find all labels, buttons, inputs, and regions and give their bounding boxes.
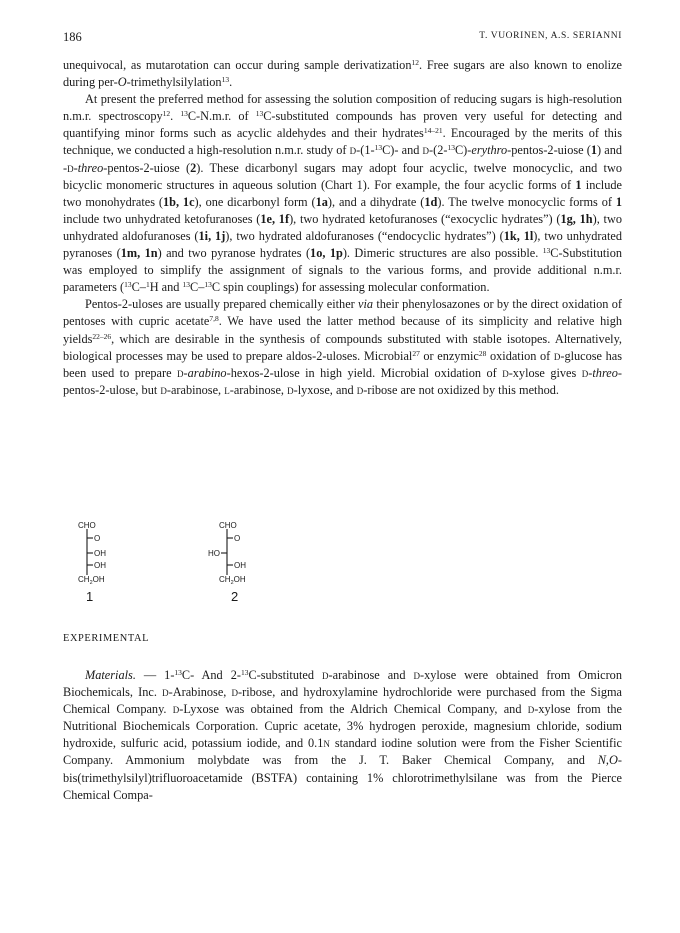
text-run: - [73,160,78,175]
structure-2-c3-ho: HO [208,549,220,558]
text-run: C)- and [382,143,423,158]
text-run: 14–21 [423,126,443,136]
text-run: erythro [471,143,508,158]
text-run: 1b, 1c [162,194,195,209]
structure-2-label: 2 [231,589,239,604]
text-run: 1 [615,194,622,209]
text-run: . [170,109,181,124]
text-run: 1a [315,194,328,209]
text-run: -hexos-2-ulose in high yield. Microbial oxidation of [226,365,503,380]
text-run: , which are desirable in the synthesis of compounds substituted with stable isotopes. Alternatively, biological processes may be used to prepare aldos-2-uloses. Microbial [63,331,622,363]
text-run: include two monohydrates ( [63,177,622,209]
text-run: 27 [412,348,420,358]
text-run: arabino [187,365,227,380]
text-run: -Arabinose, [168,685,232,700]
text-run: 13 [221,75,230,85]
text-run: their phenylosazones or by the direct oxidation of pentoses with cupric acetate [63,297,622,329]
text-run: C-Substitution was employed to simplify the assignment of signals to the various forms, and provide additional n.m.r. parameters ( [63,246,622,295]
text-run: d [177,365,184,380]
text-run: 1d [424,194,438,209]
text-run: . We have used the latter method because of its simplicity and relative high yields [63,314,622,346]
text-run: standard iodine solution were from the Fisher Scientific Company. Ammonium molybdate was from the J. T. Baker Chemical Company, and [63,736,622,768]
text-run: C- And 2- [181,668,241,682]
text-run: ), two hydrated ketofuranoses (“exocyclic hydrates”) ( [289,211,561,226]
text-run: d [527,702,535,717]
text-run: -glucose has been used to prepare [63,348,622,380]
running-head: T. VUORINEN, A.S. SERIANNI [479,31,622,41]
text-run: ). These dicarbonyl sugars may adopt four acyclic, twelve monocyclic, and two bicyclic monomeric structures in aqueous solution (Chart 1). For example, the four acyclic forms of [63,160,622,192]
text-run: 1m, 1n [120,246,158,261]
text-run: ), two unhydrated pyranoses ( [63,228,622,261]
text-run: 13 [204,280,212,290]
structure-1-label: 1 [86,589,94,604]
text-run: -Lyxose was obtained from the Aldrich Chemical Company, and [179,702,528,717]
text-run: 7,8 [209,314,219,324]
text-run: . Encouraged by the merits of this technique, we conducted a high-resolution n.m.r. study of [63,126,623,158]
text-run: d [162,685,169,700]
text-run: ) and two pyranose hydrates ( [157,246,311,261]
text-run: -xylose from the Nutritional Biochemicals Corporation. Cupric acetate, 3% hydrogen peroxide, magnesium chloride, sodium hydroxide, sulfuric acid, potassium iodide, and 0.1 [63,702,622,751]
text-run: -(2- [429,143,448,158]
text-run: -bis(trimethylsilyl)trifluoroacetamide (BSTFA) containing 1% chlorotrimethylsilane was from the Pierce Chemical Compa- [63,753,622,802]
text-run: d [413,668,420,682]
text-run: -trimethylsilylation [126,75,222,90]
text-run: 13 [174,668,182,677]
paragraph-2 [63,91,622,296]
text-run: d [502,365,509,380]
text-run: O [117,75,127,90]
structure-2-ch2oh: $CH_2OH$ [219,575,246,586]
text-run: -lyxose, and [293,382,357,397]
text-run: 1 [575,177,582,192]
text-run: include two unhydrated ketofuranoses ( [63,211,261,226]
text-run: d [349,143,357,158]
text-run: d [231,685,239,700]
structure-2-c2-oxo: O [234,534,241,543]
text-run: 12 [411,58,419,67]
structure-1-ch2oh: $CH_2OH$ [78,575,105,586]
text-run: oxidation of [486,348,554,363]
text-run: -(1- [356,143,375,158]
structure-1-c3-oh: OH [94,549,106,558]
structure-figure [78,519,318,609]
text-run: -xylose gives [508,365,582,380]
materials-paragraph [63,667,622,804]
text-run: ), two unhydrated aldofuranoses ( [63,211,622,243]
text-run: -ribose, and hydroxylamine hydrochloride were purchased from the Sigma Chemical Company. [63,685,622,717]
structure-1-c4-oh: OH [94,561,106,570]
text-run: C– [131,280,146,295]
text-run: 1g, 1h [560,211,593,226]
text-run: 1 [590,143,598,158]
text-run: 13 [374,143,383,153]
text-run: 2 [190,160,197,175]
text-run: ), two hydrated aldofuranoses (“endocyclic hydrates”) ( [225,228,504,243]
text-run: -pentos-2-ulose, but [63,365,623,397]
text-run: N,O [597,753,618,768]
text-run: - [588,365,593,380]
experimental-text [63,667,622,804]
structure-1-c2-oxo: O [94,534,101,543]
paragraph-3 [63,296,622,399]
structure-1 [78,521,106,604]
text-run: 22–26 [92,331,112,341]
text-run: 1e, 1f [260,211,290,226]
text-run: 1 [145,280,150,290]
text-run: via [358,297,374,312]
text-run: d [422,143,430,158]
text-run: d [553,348,561,363]
text-run: 1i, 1j [198,228,226,243]
text-run: n [323,736,330,751]
text-run: threo [77,160,104,175]
text-run: 13 [180,109,188,119]
text-run: l [224,382,230,397]
text-run: Pentos-2-uloses are usually prepared chemically either [85,297,359,312]
text-run: C spin couplings) for assessing molecular conformation. [211,280,490,295]
text-run: C-substituted compounds has proven very useful for detecting and quantifying minor forms such as acyclic aldehydes and their hydrates [63,109,623,141]
text-run: -arabinose, [229,382,288,397]
structure-2-c4-oh: OH [234,561,246,570]
text-run: 13 [542,246,551,256]
page-header [63,30,622,46]
text-run: d [581,365,589,380]
structure-2-cho: CHO [219,521,237,530]
text-run: threo [592,365,618,380]
text-run: d [322,668,329,682]
text-run: d [356,382,364,397]
text-run: 13 [240,668,249,677]
text-run: C-N.m.r. of [187,109,256,124]
text-run: 28 [478,348,487,358]
paragraph-1 [63,57,622,91]
text-run: 13 [447,143,455,153]
section-heading-experimental: EXPERIMENTAL [63,633,150,644]
text-run: . Free sugars are also known to enolize during per- [63,58,622,90]
structure-2 [208,521,246,604]
text-run: ), and a dihydrate ( [327,194,425,209]
text-run: At present the preferred method for assessing the solution composition of reducing sugars is high-resolution n.m.r. spectroscopy [63,92,622,124]
text-run: 13 [182,280,191,290]
text-run: ) and - [63,143,622,175]
text-run: d [67,160,74,175]
structure-1-cho: CHO [78,521,96,530]
intro-text [63,57,622,399]
text-run: . [229,75,233,90]
text-run: - [183,365,188,380]
text-run: -pentos-2-uiose ( [103,160,191,175]
text-run: unequivocal, as mutarotation can occur during sample derivatization [63,58,412,72]
text-run: Materials. [85,668,136,682]
text-run: or enzymic [419,348,479,363]
text-run: 1k, 1l [503,228,534,243]
text-run: d [172,702,180,717]
text-run: — 1- [135,668,175,682]
text-run: -ribose are not oxidized by this method. [363,382,559,397]
page-number: 186 [63,30,82,44]
text-run: -arabinose, [166,382,225,397]
text-run: C)- [454,143,472,158]
text-run: d [160,382,167,397]
text-run: -xylose were obtained from Omicron Biochemicals, Inc. [63,668,622,700]
text-run: d [287,382,294,397]
text-run: -arabinose and [328,668,414,682]
text-run: H and [149,280,183,295]
text-run: 13 [124,280,132,290]
text-run: ). Dimeric structures are also possible. [342,246,543,261]
text-run: 13 [255,109,264,119]
text-run: ). The twelve monocyclic forms of [437,194,616,209]
text-run: 12 [162,109,171,119]
text-run: C-substituted [248,668,323,682]
text-run: -pentos-2-uiose ( [507,143,591,158]
text-run: 1o, 1p [310,246,343,261]
text-run: C– [190,280,205,295]
text-run: ), one dicarbonyl form ( [194,194,316,209]
